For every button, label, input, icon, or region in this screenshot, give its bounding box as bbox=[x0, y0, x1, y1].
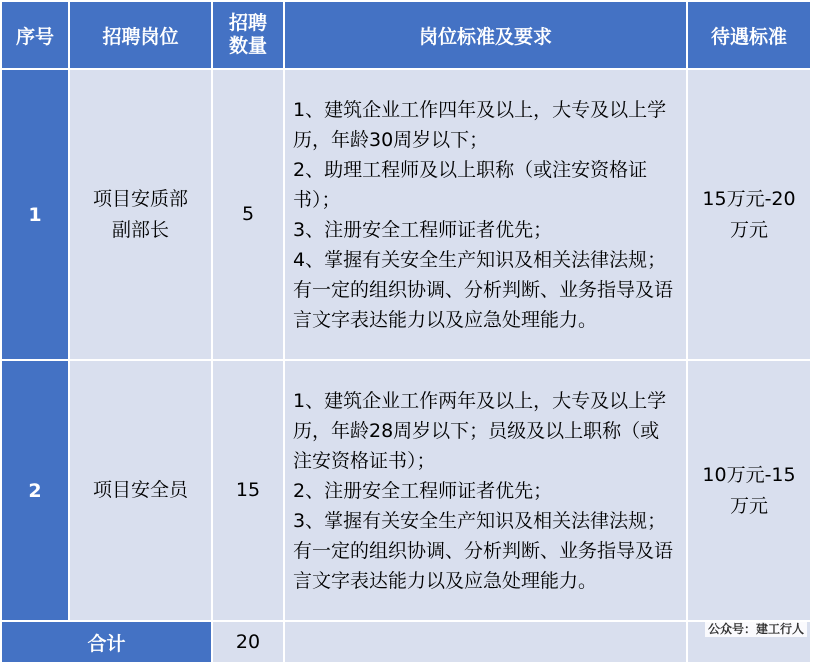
salary-line: 万元 bbox=[729, 218, 768, 241]
table-row bbox=[1, 360, 811, 621]
row-index: 1 bbox=[1, 69, 69, 360]
total-label: 合计 bbox=[1, 621, 212, 663]
header-row bbox=[1, 1, 811, 69]
requirement-item: 2、注册安全工程师证者优先； bbox=[293, 479, 553, 502]
total-empty-cell bbox=[284, 621, 687, 663]
position-line: 项目安质部 bbox=[92, 187, 188, 210]
row-count: 5 bbox=[212, 69, 284, 360]
header-salary: 待遇标准 bbox=[687, 1, 811, 69]
table-row bbox=[1, 69, 811, 360]
header-requirements: 岗位标准及要求 bbox=[284, 1, 687, 69]
requirement-item: 3、掌握有关安全生产知识及相关法律法规；有一定的组织协调、分析判断、业务指导及语言文字表达能力以及应急处理能力。 bbox=[293, 509, 674, 592]
row-salary bbox=[687, 360, 811, 621]
row-requirements bbox=[284, 69, 687, 360]
position-line: 副部长 bbox=[111, 218, 169, 241]
requirement-item: 2、助理工程师及以上职称（或注安资格证书）； bbox=[293, 158, 648, 211]
salary-line: 10万元-15 bbox=[702, 463, 796, 486]
requirement-item: 1、建筑企业工作四年及以上，大专及以上学历，年龄30周岁以下； bbox=[293, 98, 667, 151]
row-position bbox=[69, 360, 212, 621]
watermark: 公众号：建工行人 bbox=[705, 620, 807, 637]
requirement-item: 4、掌握有关安全生产知识及相关法律法规；有一定的组织协调、分析判断、业务指导及语言文字表达能力以及应急处理能力。 bbox=[293, 248, 674, 331]
header-index: 序号 bbox=[1, 1, 69, 69]
salary-line: 万元 bbox=[729, 494, 768, 517]
total-row bbox=[1, 621, 811, 663]
row-position bbox=[69, 69, 212, 360]
header-count-line2: 数量 bbox=[228, 35, 267, 57]
row-count: 15 bbox=[212, 360, 284, 621]
row-index: 2 bbox=[1, 360, 69, 621]
header-count-line1: 招聘 bbox=[228, 12, 267, 34]
position-line: 项目安全员 bbox=[92, 479, 188, 501]
header-count bbox=[212, 1, 284, 69]
requirement-item: 1、建筑企业工作两年及以上，大专及以上学历，年龄28周岁以下；员级及以上职称（或注安资格证书）； bbox=[293, 389, 667, 472]
requirement-item: 3、注册安全工程师证者优先； bbox=[293, 218, 553, 241]
row-requirements bbox=[284, 360, 687, 621]
header-position: 招聘岗位 bbox=[69, 1, 212, 69]
salary-line: 15万元-20 bbox=[702, 187, 796, 210]
row-salary bbox=[687, 69, 811, 360]
total-value: 20 bbox=[212, 621, 284, 663]
